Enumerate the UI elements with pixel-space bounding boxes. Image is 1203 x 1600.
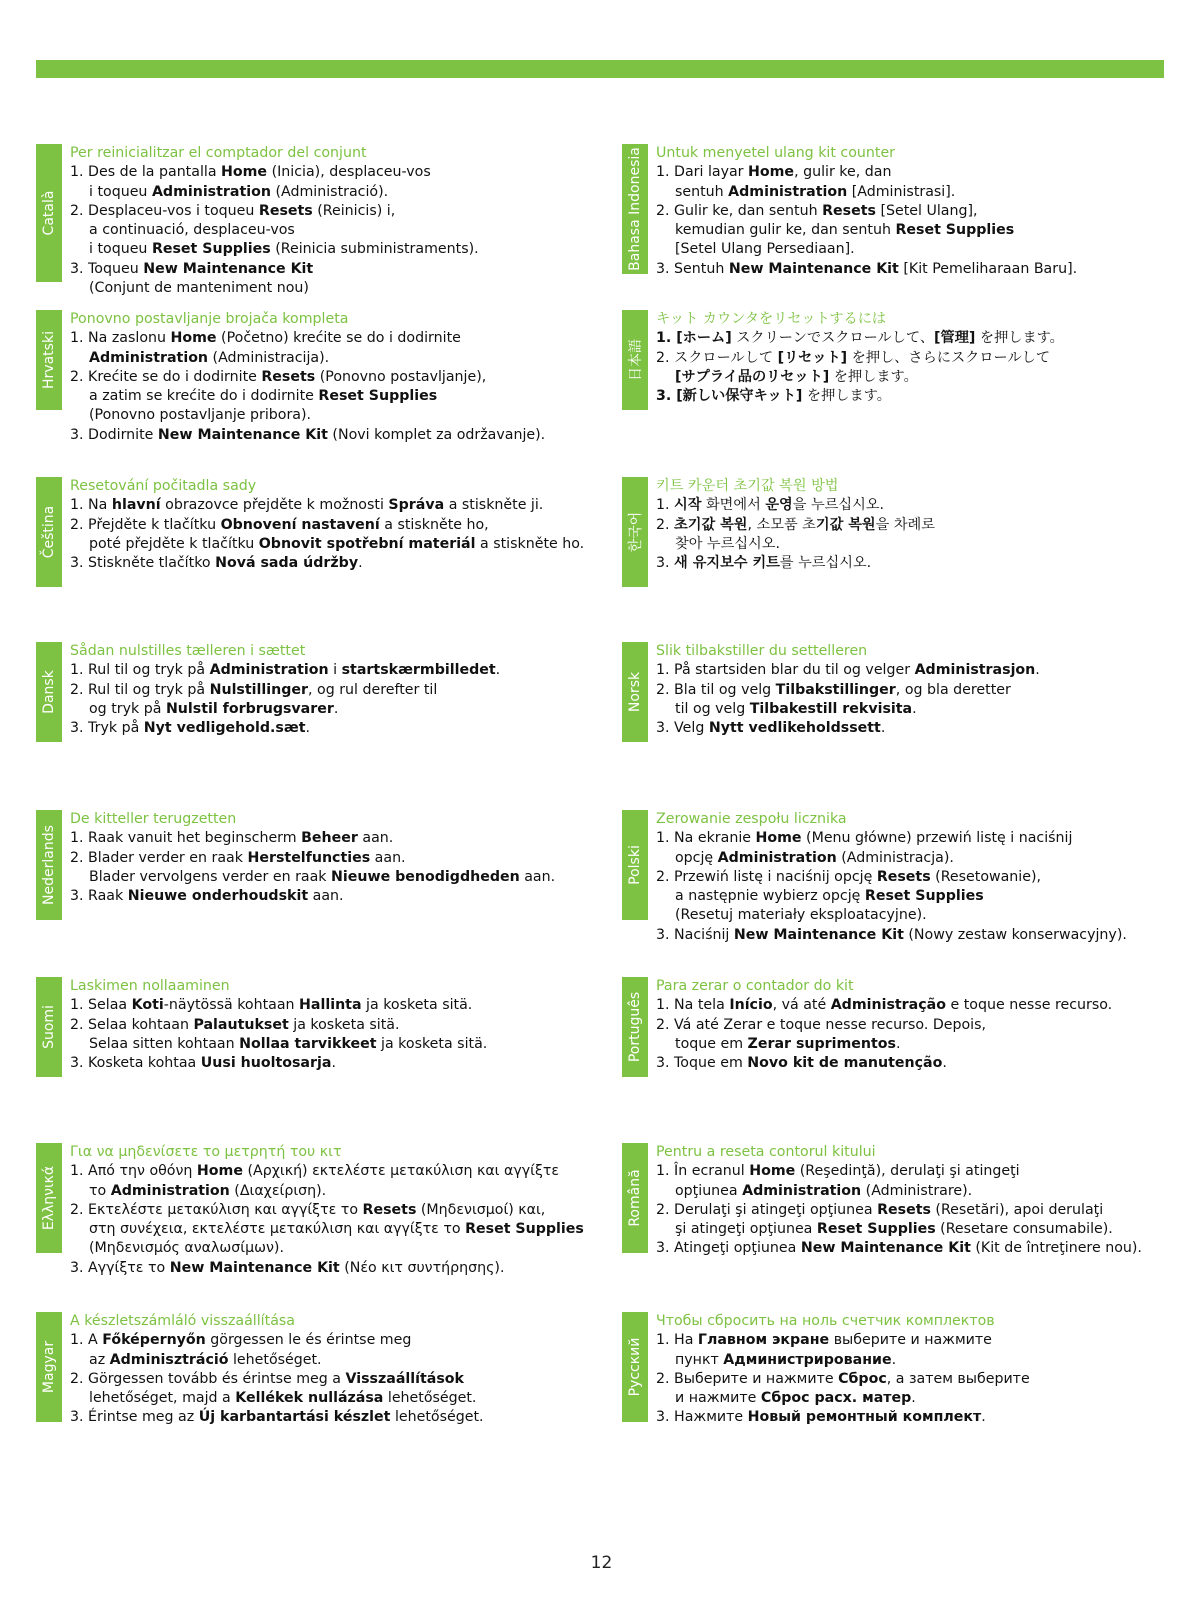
emphasis: Adminisztráció <box>109 1351 229 1368</box>
emphasis: 초기값 복원 <box>674 516 748 533</box>
instruction-line: 2. Rul til og tryk på Nulstillinger, og rul derefter til <box>70 681 438 698</box>
emphasis: Nytt vedlikeholdssett <box>708 720 881 737</box>
instruction-line: 3. Raak Nieuwe onderhoudskit aan. <box>70 888 344 905</box>
instruction-line: i toqueu Reset Supplies (Reinicia subministraments). <box>89 241 479 258</box>
language-tab-label: Català <box>41 190 57 236</box>
emphasis: Resets <box>261 368 316 385</box>
instruction-line: στη συνέχεια, εκτελέστε μετακύλιση και αγγίξτε το Reset Supplies <box>89 1221 584 1238</box>
instruction-line: 2. Desplaceu-vos i toqueu Resets (Reinicis) i, <box>70 202 396 219</box>
section-content <box>70 310 545 445</box>
instruction-line: a continuació, desplaceu-vos <box>89 222 295 239</box>
emphasis: Nová sada údržby <box>215 555 359 572</box>
instruction-line: (Ponovno postavljanje pribora). <box>89 407 312 424</box>
language-tab <box>36 642 62 742</box>
emphasis: Home <box>748 164 795 181</box>
instruction-line: [サプライ品のリセット] を押します。 <box>675 368 918 385</box>
emphasis: Beheer <box>301 830 358 847</box>
emphasis: Obnovení nastavení <box>220 516 380 533</box>
instruction-line: 1. Na ekranie Home (Menu główne) przewiń listę i naciśnij <box>656 830 1073 847</box>
section-content <box>656 477 935 573</box>
emphasis: 운영 <box>765 497 793 514</box>
section-content <box>70 810 555 906</box>
emphasis: [管理] <box>934 330 976 347</box>
instruction-line: 1. Rul til og tryk på Administration i startskærmbilledet. <box>70 662 501 679</box>
emphasis: Administrasjon <box>914 662 1036 679</box>
emphasis: Администрирование <box>723 1351 892 1368</box>
language-tab-label: Português <box>627 991 643 1063</box>
emphasis: Koti <box>131 997 164 1014</box>
language-tab-label: Magyar <box>41 1340 57 1394</box>
emphasis: Сброс расх. матер <box>760 1390 912 1407</box>
instruction-line: 3. Нажмите Новый ремонтный комплект. <box>656 1409 986 1426</box>
instruction-line: 2. Przewiń listę i naciśnij opcję Resets (Resetowanie), <box>656 868 1042 885</box>
page-number: 12 <box>590 1553 613 1573</box>
instruction-line: 1. Na hlavní obrazovce přejděte k možnosti Správa a stiskněte ji. <box>70 497 544 514</box>
instruction-line: 1. În ecranul Home (Reşedinţă), derulaţi şi atingeţi <box>656 1163 1020 1180</box>
section-content <box>70 1312 484 1428</box>
emphasis: Nulstil forbrugsvarer <box>165 700 334 717</box>
emphasis: Administration <box>89 349 209 366</box>
emphasis: Novo kit de manutenção <box>747 1055 943 1072</box>
emphasis: 시작 <box>674 497 702 514</box>
instruction-line: Blader vervolgens verder en raak Nieuwe benodigdheden aan. <box>89 868 556 885</box>
instruction-line: 1. 시작 화면에서 운영을 누르십시오. <box>656 497 884 514</box>
language-tab <box>622 977 648 1077</box>
instruction-line: 3. Stiskněte tlačítko Nová sada údržby. <box>70 555 363 572</box>
instruction-line: az Adminisztráció lehetőséget. <box>89 1351 322 1368</box>
instruction-line: (Μηδενισμός αναλωσίμων). <box>89 1240 284 1257</box>
section-title: A készletszámláló visszaállítása <box>70 1313 295 1329</box>
instruction-line: 2. Derulaţi şi atingeţi opţiunea Resets (Resetări), apoi derulaţi <box>656 1201 1104 1218</box>
language-tab-label: Dansk <box>41 670 57 714</box>
instruction-line: 3. Αγγίξτε το New Maintenance Kit (Νέο κιτ συντήρησης). <box>70 1259 505 1276</box>
section-title: Ponovno postavljanje brojača kompleta <box>70 311 349 327</box>
instruction-line: 3. [新しい保守キット] を押します。 <box>656 388 891 405</box>
emphasis: Nyt vedligehold.sæt <box>143 720 306 737</box>
section-title: Για να μηδενίσετε το μετρητή του κιτ <box>70 1144 342 1160</box>
emphasis: Resets <box>876 868 931 885</box>
emphasis: Resets <box>362 1201 417 1218</box>
section-title: Untuk menyetel ulang kit counter <box>656 145 896 161</box>
language-tab-label: Čeština <box>41 505 57 559</box>
instruction-line: 2. Blader verder en raak Herstelfuncties aan. <box>70 849 406 866</box>
instruction-line: 3. Sentuh New Maintenance Kit [Kit Pemeliharaan Baru]. <box>656 260 1078 277</box>
emphasis: Nollaa tarvikkeet <box>239 1035 377 1052</box>
emphasis: Home <box>170 330 217 347</box>
section-content <box>656 310 1064 406</box>
section-title: Slik tilbakstiller du settelleren <box>656 643 868 659</box>
section-content <box>656 977 1112 1073</box>
instruction-line: 3. Toque em Novo kit de manutenção. <box>656 1055 947 1072</box>
instruction-line: [Setel Ulang Persediaan]. <box>675 241 855 258</box>
instruction-line: 3. Atingeţi opţiunea New Maintenance Kit (Kit de întreţinere nou). <box>656 1240 1142 1257</box>
instruction-line: opţiunea Administration (Administrare). <box>675 1182 973 1199</box>
emphasis: Resets <box>258 202 313 219</box>
section-title: 키트 카운터 초기값 복원 방법 <box>656 478 839 494</box>
emphasis: Сброс <box>838 1370 887 1387</box>
emphasis: Home <box>755 830 802 847</box>
instruction-line: 2. Εκτελέστε μετακύλιση και αγγίξτε το Resets (Μηδενισμοί) και, <box>70 1201 546 1218</box>
instruction-line: 3. Kosketa kohtaa Uusi huoltosarja. <box>70 1055 336 1072</box>
emphasis: Reset Supplies <box>151 241 271 258</box>
emphasis: Administration <box>110 1182 230 1199</box>
instruction-line: i toqueu Administration (Administració). <box>89 183 389 200</box>
instruction-line: 1. Dari layar Home, gulir ke, dan <box>656 164 892 181</box>
emphasis: Herstelfuncties <box>247 849 371 866</box>
emphasis: Administration <box>742 1182 862 1199</box>
emphasis: New Maintenance Kit <box>728 260 899 277</box>
instruction-line: a zatim se krećite do i dodirnite Reset Supplies <box>89 388 438 405</box>
emphasis: Tilbakstillinger <box>775 681 896 698</box>
emphasis: Administration <box>151 183 271 200</box>
emphasis: Administration <box>717 849 837 866</box>
instruction-line: opcję Administration (Administracja). <box>675 849 954 866</box>
instruction-line: 3. 새 유지보수 키트를 누르십시오. <box>656 555 872 572</box>
emphasis: Reset Supplies <box>864 888 984 905</box>
instruction-line: 1. [ホーム] スクリーンでスクロールして、[管理] を押します。 <box>656 330 1064 347</box>
instruction-line: 2. Görgessen tovább és érintse meg a Visszaállítások <box>70 1370 464 1387</box>
emphasis: Home <box>221 164 268 181</box>
language-tab-label: Română <box>627 1169 643 1227</box>
section-title: De kitteller terugzetten <box>70 811 237 827</box>
emphasis: startskærmbilledet <box>341 662 496 679</box>
instruction-line: το Administration (Διαχείριση). <box>89 1182 327 1199</box>
language-tab <box>36 144 62 282</box>
instruction-line: (Conjunt de manteniment nou) <box>89 280 309 297</box>
emphasis: 새 유지보수 키트 <box>674 555 780 572</box>
emphasis: Resets <box>822 202 876 219</box>
language-tab-label: Русский <box>627 1337 643 1397</box>
emphasis: 3. [新しい保守キット] <box>656 388 803 405</box>
instruction-line: 3. Tryk på Nyt vedligehold.sæt. <box>70 720 311 737</box>
section-title: Чтобы сбросить на ноль счетчик комплектов <box>656 1313 995 1329</box>
language-tab-label: 日本語 <box>628 339 644 381</box>
instruction-line: 3. Velg Nytt vedlikeholdssett. <box>656 720 886 737</box>
language-tab-label: Bahasa Indonesia <box>627 147 643 271</box>
emphasis: Administration <box>728 183 848 200</box>
instruction-line: 3. Érintse meg az Új karbantartási készlet lehetőséget. <box>70 1409 484 1426</box>
emphasis: Obnovit spotřební materiál <box>258 535 476 552</box>
emphasis: Administration <box>209 662 329 679</box>
section-content <box>70 144 479 298</box>
section-title: Laskimen nollaaminen <box>70 978 230 994</box>
instruction-line: 1. Από την οθόνη Home (Αρχική) εκτελέστε μετακύλιση και αγγίξτε <box>70 1163 560 1180</box>
language-tab <box>36 1312 62 1422</box>
emphasis: Administração <box>830 997 946 1014</box>
header-accent-bar <box>36 60 1164 78</box>
instruction-line: 2. Přejděte k tlačítku Obnovení nastavení a stiskněte ho, <box>70 516 489 533</box>
emphasis: New Maintenance Kit <box>143 260 314 277</box>
language-tab <box>36 810 62 920</box>
section-content <box>656 144 1077 279</box>
section-content <box>656 1312 1030 1428</box>
instruction-line: 2. Selaa kohtaan Palautukset ja kosketa sitä. <box>70 1016 400 1033</box>
language-tab <box>622 144 648 274</box>
section-title: Para zerar o contador do kit <box>656 978 854 994</box>
instruction-line: 2. スクロールして [リセット] を押し、さらにスクロールして <box>656 349 1051 366</box>
emphasis: Nieuwe benodigdheden <box>331 868 520 885</box>
language-tab <box>36 477 62 587</box>
language-tab-label: Suomi <box>41 1005 57 1049</box>
section-title: Zerowanie zespołu licznika <box>656 811 847 827</box>
emphasis: Início <box>729 997 773 1014</box>
instruction-line: şi atingeţi opţiunea Reset Supplies (Resetare consumabile). <box>675 1221 1113 1238</box>
instruction-line: 2. Vá até Zerar e toque nesse recurso. Depois, <box>656 1016 987 1033</box>
emphasis: [リセット] <box>777 349 848 366</box>
language-tab <box>36 310 62 410</box>
section-title: キット カウンタをリセットするには <box>656 311 887 327</box>
language-tab <box>622 477 648 587</box>
instruction-line: 3. Dodirnite New Maintenance Kit (Novi komplet za održavanje). <box>70 426 546 443</box>
instruction-line: пункт Администрирование. <box>675 1351 897 1368</box>
instruction-line: 2. Gulir ke, dan sentuh Resets [Setel Ulang], <box>656 202 978 219</box>
emphasis: Главном экране <box>697 1332 830 1349</box>
instruction-line: 3. Toqueu New Maintenance Kit <box>70 260 314 277</box>
emphasis: New Maintenance Kit <box>157 426 328 443</box>
emphasis: Správa <box>388 497 445 514</box>
section-content <box>70 477 584 573</box>
emphasis: Reset Supplies <box>895 222 1015 239</box>
language-tab <box>622 1143 648 1253</box>
instruction-line: lehetőséget, majd a Kellékek nullázása lehetőséget. <box>89 1390 477 1407</box>
instruction-line: 1. Na zaslonu Home (Početno) krećite se do i dodirnite <box>70 330 461 347</box>
language-tab-label: 한국어 <box>628 511 644 553</box>
section-content <box>656 810 1127 945</box>
instruction-line: 찾아 누르십시오. <box>675 535 780 552</box>
instruction-line: (Resetuj materiały eksploatacyjne). <box>675 907 927 924</box>
language-tab <box>622 642 648 742</box>
language-tab <box>36 1143 62 1253</box>
language-tab <box>622 1312 648 1422</box>
section-content <box>70 1143 584 1278</box>
emphasis: Hallinta <box>299 997 362 1014</box>
section-title: Sådan nulstilles tælleren i sættet <box>70 643 306 659</box>
language-tab <box>622 810 648 920</box>
instruction-line: sentuh Administration [Administrasi]. <box>675 183 956 200</box>
emphasis: Home <box>749 1163 796 1180</box>
section-title: Resetování počitadla sady <box>70 478 257 494</box>
emphasis: Tilbakestill rekvisita <box>749 700 913 717</box>
language-tab-label: Norsk <box>627 671 643 713</box>
instruction-line: 1. Selaa Koti-näytössä kohtaan Hallinta ja kosketa sitä. <box>70 997 473 1014</box>
emphasis: hlavní <box>111 497 161 514</box>
emphasis: Reset Supplies <box>465 1221 584 1238</box>
instruction-line: toque em Zerar suprimentos. <box>675 1035 901 1052</box>
emphasis: Reset Supplies <box>318 388 438 405</box>
instruction-line: и нажмите Сброс расх. матер. <box>675 1390 916 1407</box>
instruction-line: poté přejděte k tlačítku Obnovit spotřební materiál a stiskněte ho. <box>89 535 585 552</box>
instruction-line: 1. На Главном экране выберите и нажмите <box>656 1332 992 1349</box>
emphasis: Kellékek nullázása <box>235 1390 384 1407</box>
emphasis: New Maintenance Kit <box>169 1259 340 1276</box>
instruction-line: og tryk på Nulstil forbrugsvarer. <box>89 700 339 717</box>
instruction-line: 1. A Főképernyőn görgessen le és érintse meg <box>70 1332 412 1349</box>
instruction-line: 2. Krećite se do i dodirnite Resets (Ponovno postavljanje), <box>70 368 487 385</box>
emphasis: Resets <box>877 1201 931 1218</box>
instruction-line: 2. Bla til og velg Tilbakstillinger, og bla deretter <box>656 681 1011 698</box>
language-tab-label: Hrvatski <box>41 331 57 389</box>
emphasis: New Maintenance Kit <box>800 1240 971 1257</box>
emphasis: New Maintenance Kit <box>733 926 904 943</box>
language-tab-label: Polski <box>627 845 643 885</box>
emphasis: Nulstillinger <box>209 681 308 698</box>
language-tab-label: Ελληνικά <box>41 1165 57 1231</box>
emphasis: 1. [ホーム] <box>656 330 732 347</box>
instruction-line: 2. 초기값 복원, 소모품 초기값 복원을 차례로 <box>656 516 935 533</box>
instruction-line: 1. Raak vanuit het beginscherm Beheer aan. <box>70 830 394 847</box>
instruction-line: a następnie wybierz opcję Reset Supplies <box>675 888 984 905</box>
emphasis: [サプライ品のリセット] <box>675 368 830 385</box>
emphasis: Nieuwe onderhoudskit <box>127 888 309 905</box>
emphasis: Home <box>196 1163 243 1180</box>
language-tab-label: Nederlands <box>41 825 57 905</box>
section-content <box>656 1143 1142 1259</box>
emphasis: Palautukset <box>193 1016 289 1033</box>
instruction-line: kemudian gulir ke, dan sentuh Reset Supplies <box>675 222 1015 239</box>
instruction-line: 1. Na tela Início, vá até Administração e toque nesse recurso. <box>656 997 1113 1014</box>
emphasis: Новый ремонтный комплект <box>747 1409 982 1426</box>
section-content <box>70 642 500 738</box>
language-tab <box>622 310 648 410</box>
emphasis: Reset Supplies <box>816 1221 936 1238</box>
section-title: Pentru a reseta contorul kitului <box>656 1144 876 1160</box>
instruction-line: 3. Naciśnij New Maintenance Kit (Nowy zestaw konserwacyjny). <box>656 926 1127 943</box>
section-content <box>70 977 487 1073</box>
instruction-line: til og velg Tilbakestill rekvisita. <box>675 700 917 717</box>
instruction-line: 1. Des de la pantalla Home (Inicia), desplaceu-vos <box>70 164 431 181</box>
instruction-line: Administration (Administracija). <box>89 349 330 366</box>
emphasis: Visszaállítások <box>345 1370 464 1387</box>
instruction-line: 2. Выберите и нажмите Сброс, а затем выберите <box>656 1370 1030 1387</box>
instruction-line: 1. På startsiden blar du til og velger Administrasjon. <box>656 662 1040 679</box>
emphasis: Zerar suprimentos <box>747 1035 897 1052</box>
emphasis: Uusi huoltosarja <box>200 1055 332 1072</box>
section-title: Per reinicialitzar el comptador del conjunt <box>70 145 367 161</box>
language-tab <box>36 977 62 1077</box>
emphasis: Új karbantartási készlet <box>198 1409 391 1426</box>
emphasis: Főképernyőn <box>102 1332 206 1349</box>
instruction-line: Selaa sitten kohtaan Nollaa tarvikkeet ja kosketa sitä. <box>89 1035 488 1052</box>
emphasis: 기값 복원 <box>815 516 876 533</box>
section-content <box>656 642 1040 738</box>
